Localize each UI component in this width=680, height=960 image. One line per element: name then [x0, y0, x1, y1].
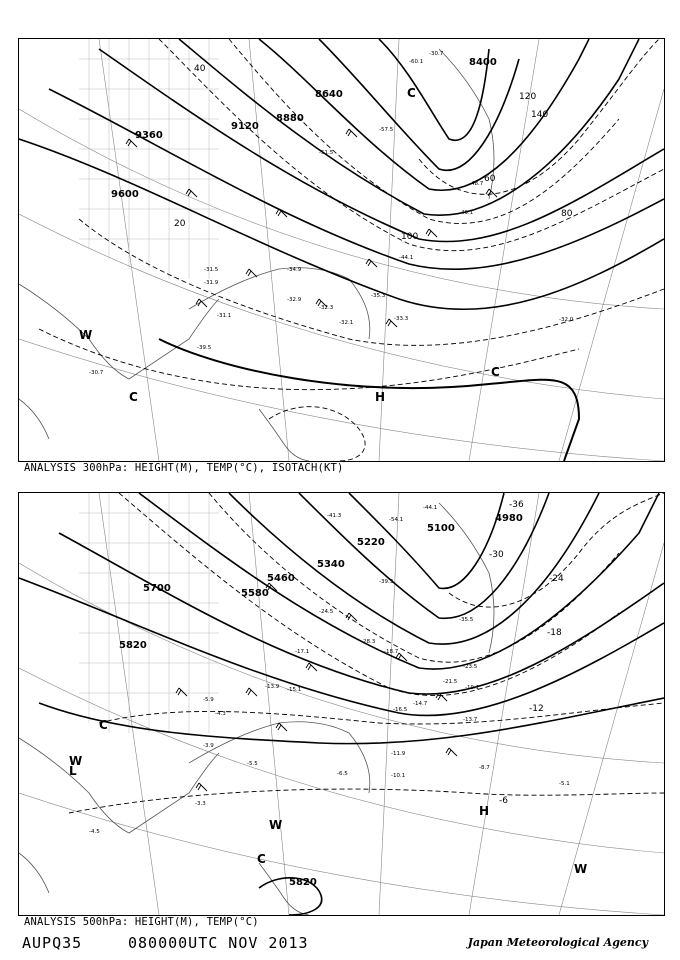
warm-symbol: W	[69, 754, 83, 768]
height-label-8880: 8880	[276, 113, 304, 124]
isotach-label-140: 140	[531, 110, 549, 120]
product-code: AUPQ35	[22, 934, 83, 952]
temp-value: -44.1	[399, 255, 414, 261]
station-value: -5.9	[203, 697, 214, 703]
temp-value: -57.5	[379, 127, 394, 133]
graticule-500	[19, 493, 664, 915]
height-label-9600: 9600	[111, 189, 139, 200]
warm-symbol: W	[79, 328, 93, 342]
temp-value: -49.1	[459, 210, 474, 216]
temp-value: -30.7	[429, 51, 444, 57]
height-label-8400: 8400	[469, 57, 497, 68]
height-contours-500	[19, 493, 664, 915]
station-value: -10.1	[391, 773, 406, 779]
station-value: -5.5	[247, 761, 258, 767]
temp-value: -32.9	[287, 297, 302, 303]
temp-value: -35.3	[371, 293, 386, 299]
agency-credit: Japan Meteorological Agency	[467, 936, 648, 949]
isotach-label-20: 20	[174, 219, 186, 229]
height-label-5460: 5460	[267, 573, 295, 584]
station-value: -41.3	[327, 513, 342, 519]
temp-value: -34.9	[287, 267, 302, 273]
temp-value: -48.7	[469, 181, 484, 187]
isotach-label-60: 60	[484, 174, 496, 184]
height-contours-300	[19, 39, 664, 309]
temp-value: -31.9	[204, 280, 219, 286]
station-value: -24.5	[319, 609, 334, 615]
station-value: -4.3	[215, 711, 226, 717]
isotach-label-40: 40	[194, 64, 206, 74]
temp-value: -31.1	[217, 313, 232, 319]
height-label-5220: 5220	[357, 537, 385, 548]
map-300hpa-canvas	[19, 39, 664, 461]
temp-value: -60.1	[409, 59, 424, 65]
station-value: -23.5	[463, 664, 478, 670]
low-pressure-symbol: L	[69, 764, 77, 778]
caption-500hpa: ANALYSIS 500hPa: HEIGHT(M), TEMP(°C)	[24, 916, 259, 928]
map-500hpa-canvas	[19, 493, 664, 915]
station-value: -44.1	[423, 505, 438, 511]
station-value: -13.7	[463, 717, 478, 723]
station-value: -4.5	[89, 829, 100, 835]
temp-label--30: -30	[489, 550, 504, 560]
station-value: -19.1	[465, 685, 480, 691]
temp-label--18: -18	[547, 628, 562, 638]
map-panel-500hpa	[18, 492, 665, 916]
station-value: -3.3	[195, 801, 206, 807]
temp-value: -30.7	[89, 370, 104, 376]
station-value: -11.9	[391, 751, 406, 757]
temp-label--12: -12	[529, 704, 544, 714]
valid-time: 080000UTC NOV 2013	[128, 934, 309, 952]
cold-symbol: C	[129, 390, 138, 404]
wind-barbs-500	[176, 583, 457, 791]
temp-value: -51.5	[319, 150, 334, 156]
graticule-300	[19, 39, 664, 461]
height-labels-500	[119, 513, 523, 888]
station-value: -17.1	[295, 649, 310, 655]
height-label-9120: 9120	[231, 121, 259, 132]
height-label-5100: 5100	[427, 523, 455, 534]
pressure-symbols-500	[69, 718, 587, 876]
temp-labels-500	[489, 500, 564, 806]
caption-300hpa: ANALYSIS 300hPa: HEIGHT(M), TEMP(°C), ISOTACH(KT)	[24, 462, 344, 474]
temp-label--24: -24	[549, 574, 564, 584]
station-value: -28.3	[361, 639, 376, 645]
cold-symbol: C	[257, 852, 266, 866]
isotach-20kt-bold	[159, 339, 579, 461]
height-label-9360: 9360	[135, 130, 163, 141]
temp-value: -32.0	[559, 317, 574, 323]
grid-hatch-300	[79, 39, 219, 279]
station-value: -21.5	[443, 679, 458, 685]
station-value: -5.1	[559, 781, 570, 787]
temp-label--6: -6	[499, 796, 508, 806]
isotach-label-80: 80	[561, 209, 573, 219]
height-label-5820: 5820	[119, 640, 147, 651]
grid-hatch-500	[79, 493, 219, 733]
temp-value: -31.5	[204, 267, 219, 273]
station-value: -8.7	[479, 765, 490, 771]
station-value: -6.5	[337, 771, 348, 777]
cold-symbol: C	[407, 86, 416, 100]
station-value: -54.1	[389, 517, 404, 523]
station-value: -13.9	[265, 684, 280, 690]
warm-symbol: W	[574, 862, 588, 876]
isotach-label-100: 100	[401, 232, 419, 242]
station-value: -3.9	[203, 743, 214, 749]
temp-value: -32.3	[319, 305, 334, 311]
temp-value: -33.3	[394, 316, 409, 322]
height-label-5580: 5580	[241, 588, 269, 599]
station-value: -39.3	[379, 579, 394, 585]
map-panel-300hpa	[18, 38, 665, 462]
height-label-8640: 8640	[315, 89, 343, 100]
cold-symbol: C	[99, 718, 108, 732]
station-value: -35.5	[459, 617, 474, 623]
temp-value: -32.1	[339, 320, 354, 326]
height-label-4980: 4980	[495, 513, 523, 524]
station-value: -15.1	[287, 687, 302, 693]
station-value: -18.7	[384, 649, 399, 655]
isotach-label-120: 120	[519, 92, 537, 102]
high-pressure-symbol: H	[375, 390, 386, 404]
height-label-5340: 5340	[317, 559, 345, 570]
temp-label--36: -36	[509, 500, 524, 510]
high-pressure-symbol: H	[479, 804, 490, 818]
cold-symbol: C	[491, 365, 500, 379]
station-value: -14.7	[413, 701, 428, 707]
height-label-5820: 5820	[289, 877, 317, 888]
station-value: -16.5	[393, 707, 408, 713]
temp-value: -39.5	[197, 345, 212, 351]
warm-symbol: W	[269, 818, 283, 832]
height-label-5700: 5700	[143, 583, 171, 594]
